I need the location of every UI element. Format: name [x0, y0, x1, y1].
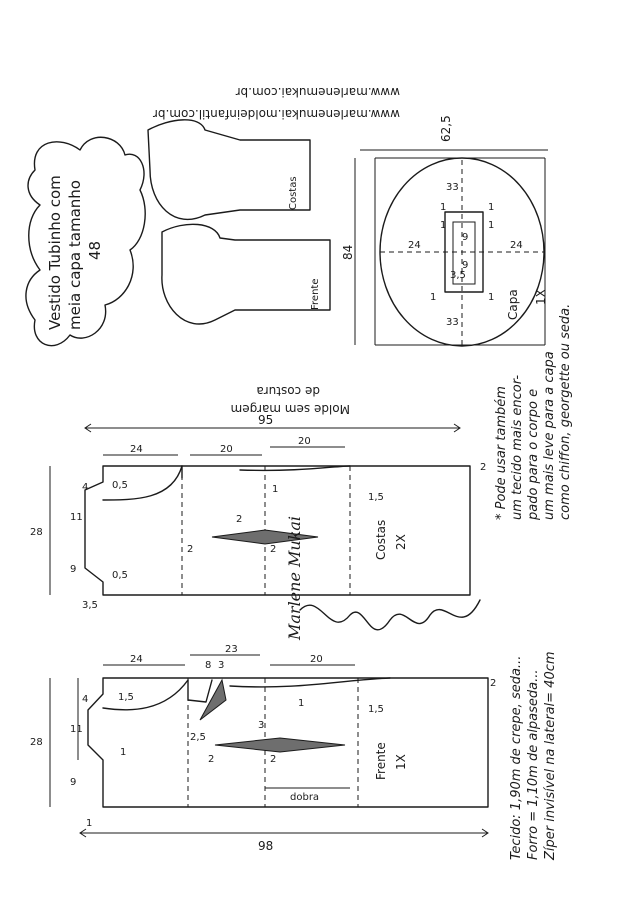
- cape-height: 84: [341, 244, 355, 260]
- back-hem-to-hip: 20: [298, 436, 311, 447]
- cape-small-w: 3,5: [450, 270, 466, 281]
- front-slit: 1,5: [368, 704, 384, 715]
- front-hip-width: 24: [130, 654, 143, 665]
- back-small-b: 0,5: [112, 570, 128, 581]
- front-armhole-curve: [103, 680, 188, 710]
- front-shoulder: 4: [82, 694, 89, 705]
- front-waist-dart: [215, 738, 345, 752]
- front-qty: 1X: [394, 754, 408, 770]
- cape-left-half: 24: [408, 240, 421, 251]
- back-armhole: 9: [70, 564, 77, 575]
- url-1: www.marlenemukai.com.br: [235, 85, 400, 99]
- cape-label: Capa: [506, 289, 520, 320]
- note-alt-4: um mais leve para a capa: [542, 351, 557, 520]
- note-alt-2: um tecido mais encor-: [510, 374, 525, 520]
- front-one-mark: 1: [298, 698, 305, 709]
- front-dart-top: 3: [258, 720, 265, 731]
- back-dress-drawing: [148, 120, 310, 220]
- front-fold-label: dobra: [290, 792, 320, 803]
- cape-bottom-gap: 33: [446, 317, 459, 328]
- front-neck-one: 1: [120, 747, 127, 758]
- back-neck-back: 3,5: [82, 600, 98, 611]
- front-dart-b: 8: [205, 660, 212, 671]
- back-one-mark: 1: [272, 484, 279, 495]
- front-side-to-dart: 23: [225, 644, 238, 655]
- front-waist-to-hip: 20: [310, 654, 323, 665]
- back-length: 95: [258, 413, 274, 427]
- note-alt-3: pado para o corpo e: [526, 388, 541, 520]
- back-neck-depth: 11: [70, 512, 83, 523]
- note-lining: Forro = 1,10m de alpaseda...: [526, 669, 541, 860]
- front-length: 98: [258, 839, 274, 853]
- signature: Marlene Mukai: [285, 515, 304, 640]
- cape-right-half: 24: [510, 240, 523, 251]
- cape-qty: 1X: [534, 289, 548, 305]
- front-neck-curve: 1,5: [118, 692, 134, 703]
- note-fabric: Tecido: 1,90m de crepe, seda...: [509, 655, 524, 860]
- back-dart-side-b: 2: [270, 544, 277, 555]
- front-dart-a: 2,5: [190, 732, 206, 743]
- front-neck-depth: 11: [70, 724, 83, 735]
- title-line2: meia capa tamanho: [66, 180, 84, 330]
- back-shoulder: 4: [82, 482, 89, 493]
- cape-one-a: 1: [488, 202, 495, 213]
- back-bodice-height: 28: [30, 527, 43, 538]
- back-waist-to-hip: 20: [220, 444, 233, 455]
- back-qty: 2X: [394, 534, 408, 550]
- front-bodice-height: 28: [30, 737, 43, 748]
- front-hem-two: 2: [490, 678, 497, 689]
- back-label: Costas: [374, 519, 388, 560]
- subtitle-line1: Molde sem margem: [230, 402, 350, 416]
- cape-center-h: 9: [462, 260, 469, 271]
- front-dart-low-a: 2: [208, 754, 215, 765]
- front-bust-dart: [200, 680, 226, 720]
- front-dart-c: 3: [218, 660, 225, 671]
- illustration-front-label: Frente: [310, 278, 321, 310]
- cape-top-gap: 33: [446, 182, 459, 193]
- subtitle-line2: de costura: [256, 384, 320, 398]
- cape-one-c: 1: [488, 292, 495, 303]
- cape-one-e: 1: [488, 220, 495, 231]
- cape-width: 62,5: [439, 115, 453, 142]
- title-size: 48: [86, 240, 104, 260]
- url-2: www.marlenemukai.moldeinfantil.com.br: [152, 107, 400, 121]
- back-dart-h: 2: [236, 514, 243, 525]
- title-line1: Vestido Tubinho com: [46, 175, 64, 330]
- cape-one-b: 1: [430, 292, 437, 303]
- front-one-low: 1: [86, 818, 93, 829]
- front-armhole: 9: [70, 777, 77, 788]
- back-slit: 1,5: [368, 492, 384, 503]
- illustration-back-label: Costas: [288, 176, 299, 210]
- back-dart-side-a: 2: [187, 544, 194, 555]
- front-label: Frente: [374, 742, 388, 780]
- back-hip-width: 24: [130, 444, 143, 455]
- front-dress-drawing: [162, 224, 330, 324]
- front-pattern-piece: [50, 655, 488, 837]
- signature-drawing: [300, 600, 480, 630]
- front-dart-low-b: 2: [270, 754, 277, 765]
- back-hem-two: 2: [480, 462, 487, 473]
- cape-small-h: 1: [440, 202, 447, 213]
- cape-center-w: 9: [462, 232, 469, 243]
- note-zipper: Zíper invisível na lateral= 40cm: [543, 651, 558, 860]
- back-small-a: 0,5: [112, 480, 128, 491]
- note-alt-5: como chiffon, georgette ou seda.: [558, 303, 573, 520]
- cape-one-d: 1: [440, 220, 447, 231]
- note-alt-1: * Pode usar também: [494, 386, 509, 520]
